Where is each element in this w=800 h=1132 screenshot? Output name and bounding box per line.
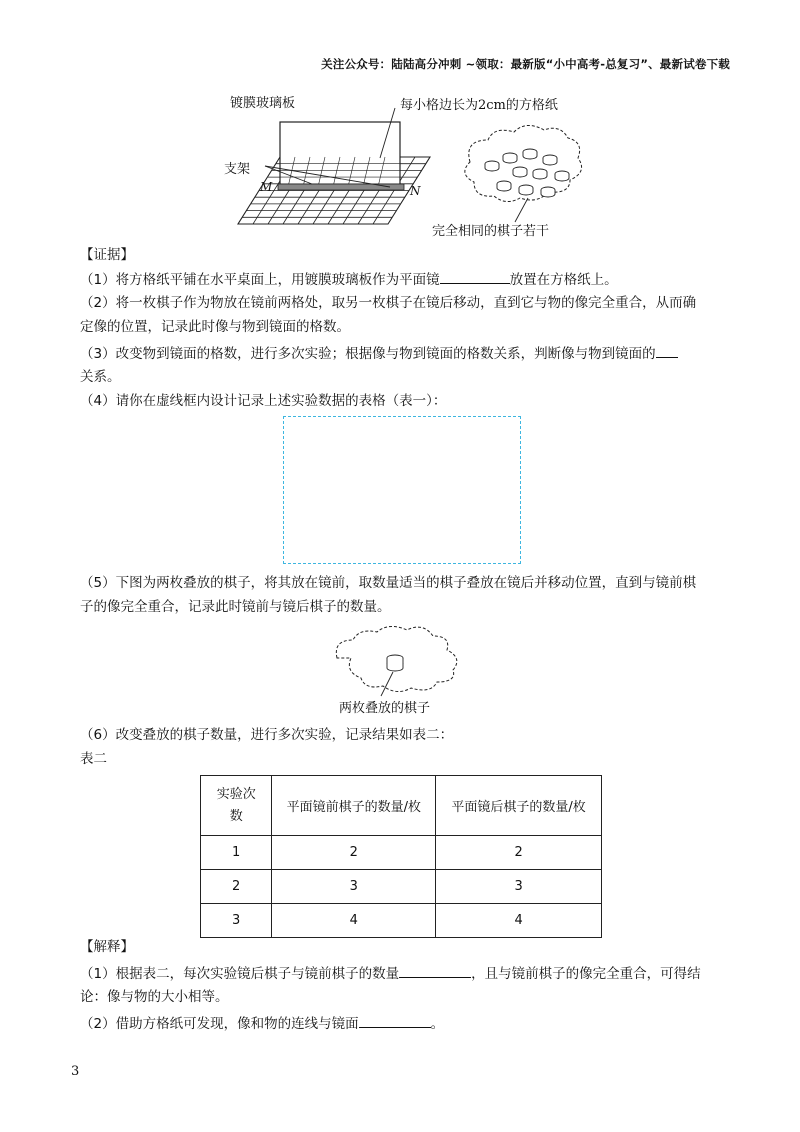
evidence-step-5b: 子的像完全重合，记录此时镜前与镜后棋子的数量。 [80, 599, 391, 615]
figure-stacked-pieces [325, 620, 475, 720]
table-row [201, 904, 602, 938]
cell: 2 [436, 836, 602, 870]
evidence-step-3b: 关系。 [80, 369, 121, 385]
evidence-step-2a: （2）将一枚棋子作为物放在镜前两格处，取另一枚棋子在镜后移动，直到它与物的像完全重合，从而确 [80, 295, 697, 311]
evidence-step-5a: （5）下图为两枚叠放的棋子，将其放在镜前，取数量适当的棋子叠放在镜后并移动位置，直到与镜前棋 [80, 575, 697, 591]
cell: 3 [272, 870, 436, 904]
cell: 3 [201, 904, 272, 938]
evidence-step-2b: 定像的位置，记录此时像与物到镜面的格数。 [80, 319, 350, 335]
label-chess-pieces: 完全相同的棋子若干 [432, 224, 550, 239]
explain-step-1: （1）根据表二，每次实验镜后棋子与镜前棋子的数量 ，且与镜前棋子的像完全重合，可得结 [80, 962, 740, 985]
table2-title: 表二 [80, 751, 107, 767]
table-header-row [201, 776, 602, 836]
stand-bar [278, 184, 404, 190]
cell: 1 [201, 836, 272, 870]
explain-step-2: （2）借助方格纸可发现，像和物的连线与镜面 。 [80, 1012, 740, 1035]
table-2 [200, 775, 602, 938]
label-stacked-pieces: 两枚叠放的棋子 [339, 701, 431, 716]
cell: 2 [272, 836, 436, 870]
page-header: 关注公众号：陆陆高分冲刺 ~领取：最新版“小中高考-总复习”、最新试卷下载 [321, 57, 730, 71]
page-number: 3 [71, 1064, 80, 1079]
blank-3 [399, 962, 471, 978]
label-m: M [260, 180, 273, 194]
table-row [201, 870, 602, 904]
evidence-step-3: （3）改变物到镜面的格数，进行多次实验；根据像与物到镜面的格数关系，判断像与物到镜面的 [80, 342, 740, 365]
evidence-step-4: （4）请你在虚线框内设计记录上述实验数据的表格（表一）： [80, 393, 447, 409]
figure-mirror-setup [220, 92, 600, 242]
chess-pieces [485, 149, 569, 197]
label-grid-paper: 每小格边长为2cm的方格纸 [400, 98, 558, 113]
cell: 4 [272, 904, 436, 938]
cell: 2 [201, 870, 272, 904]
evidence-step-6: （6）改变叠放的棋子数量，进行多次实验，记录结果如表二： [80, 727, 454, 743]
label-stand: 支架 [224, 162, 251, 177]
header-trial: 实验次 数 [201, 776, 272, 836]
header-back: 平面镜后棋子的数量/枚 [436, 776, 602, 836]
table-row [201, 836, 602, 870]
cell: 3 [436, 870, 602, 904]
blank-1 [440, 268, 510, 284]
section-title-explain: 【解释】 [80, 939, 134, 955]
explain-step-1b: 论：像与物的大小相等。 [80, 989, 229, 1005]
blank-4 [359, 1012, 431, 1028]
table-design-box [283, 416, 521, 564]
header-front: 平面镜前棋子的数量/枚 [272, 776, 436, 836]
label-n: N [410, 184, 421, 198]
section-title-evidence: 【证据】 [80, 247, 134, 263]
blank-2 [656, 342, 678, 358]
stacked-piece [387, 655, 403, 671]
label-glass-plate: 镀膜玻璃板 [230, 96, 296, 111]
cell: 4 [436, 904, 602, 938]
evidence-step-1: （1）将方格纸平铺在水平桌面上，用镀膜玻璃板作为平面镜 放置在方格纸上。 [80, 268, 740, 291]
